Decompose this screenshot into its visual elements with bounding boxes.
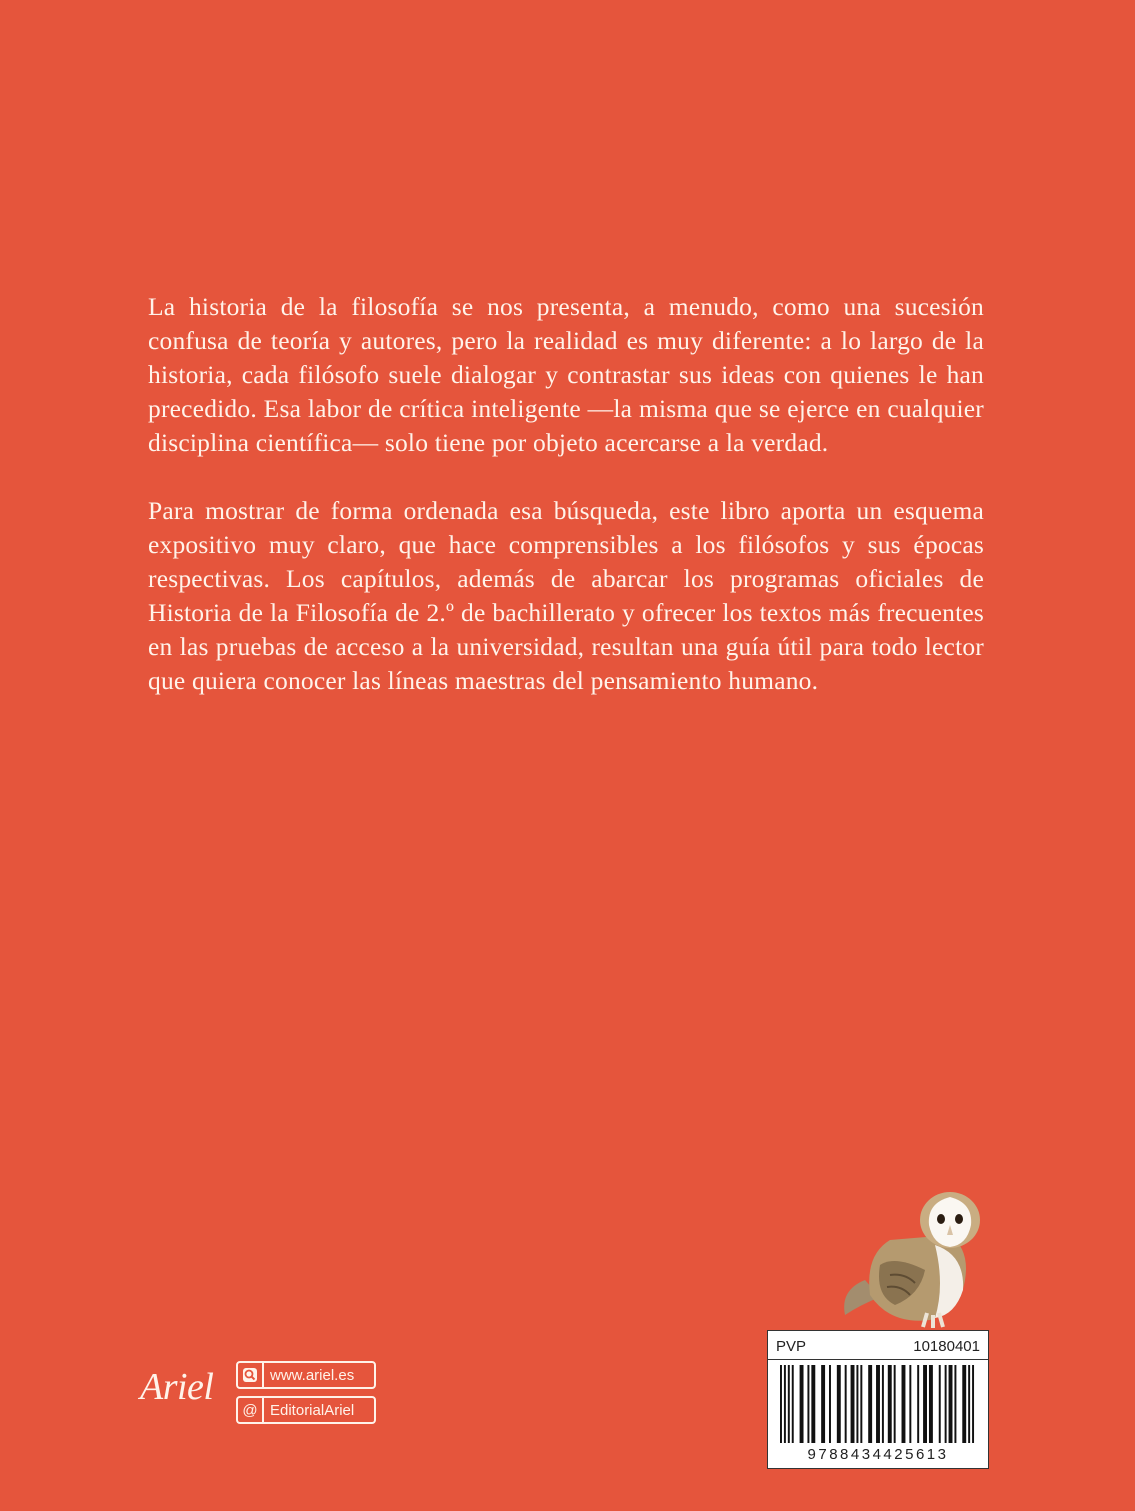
barcode-bar <box>792 1365 794 1443</box>
barcode-bar <box>894 1365 896 1443</box>
barcode-label <box>767 1330 989 1469</box>
barcode-bar <box>962 1365 966 1443</box>
barcode-bar <box>807 1365 809 1443</box>
barcode-bar <box>780 1365 782 1443</box>
barcode <box>778 1365 978 1443</box>
barcode-bar <box>876 1365 880 1443</box>
website-url: www.ariel.es <box>270 1366 355 1384</box>
barcode-bar <box>811 1365 815 1443</box>
barcode-bar <box>949 1365 953 1443</box>
barcode-bar <box>788 1365 790 1443</box>
isbn-number: 9788434425613 <box>807 1446 949 1463</box>
barcode-bar <box>902 1365 906 1443</box>
barcode-bar <box>800 1365 804 1443</box>
social-handle-badge[interactable] <box>236 1396 376 1424</box>
barcode-bar <box>868 1365 872 1443</box>
barcode-bar <box>860 1365 862 1443</box>
barcode-bar <box>888 1365 892 1443</box>
barcode-bar <box>954 1365 956 1443</box>
barcode-bar <box>945 1365 947 1443</box>
website-badge[interactable] <box>236 1361 376 1389</box>
search-icon <box>238 1363 264 1387</box>
barcode-bar <box>972 1365 974 1443</box>
barcode-bar <box>784 1365 786 1443</box>
at-icon: @ <box>238 1398 264 1422</box>
blurb-paragraph-1: La historia de la filosofía se nos presenta, a menudo, como una sucesión confusa de teoría y autores, pero la realidad es muy diferente: a lo largo de la historia, cada filósofo suele dialogar y contrastar sus ideas con quienes le han precedido. Esa labor de crítica inteligente —la misma que se ejerce en cualquier disciplina científica— solo tiene por objeto acercarse a la verdad. <box>148 292 984 457</box>
barcode-bar <box>829 1365 831 1443</box>
barcode-bar <box>968 1365 970 1443</box>
barcode-bar <box>821 1365 825 1443</box>
publisher-logo: Ariel <box>140 1366 214 1408</box>
social-handle: EditorialAriel <box>270 1401 355 1419</box>
pvp-label: PVP <box>776 1338 807 1355</box>
barcode-bar <box>845 1365 847 1443</box>
barcode-bar <box>851 1365 855 1443</box>
barcode-bar <box>909 1365 911 1443</box>
barcode-bar <box>923 1365 927 1443</box>
barcode-bar <box>929 1365 933 1443</box>
blurb-paragraph-2: Para mostrar de forma ordenada esa búsqueda, este libro aporta un esquema expositivo muy claro, que hace comprensibles a los filósofos y sus épocas respectivas. Los capítulos, además de abarcar los programas oficiales de Historia de la Filosofía de 2.º de bachillerato y ofrecer los textos más frecuentes en las pruebas de acceso a la universidad, resultan una guía útil para todo lector que quiera conocer las líneas maestras del pensamiento humano. <box>148 496 984 695</box>
owl-illustration <box>835 1185 985 1330</box>
barcode-bar <box>856 1365 858 1443</box>
product-code: 10180401 <box>913 1338 980 1355</box>
back-cover-blurb <box>148 290 984 732</box>
barcode-bar <box>939 1365 941 1443</box>
barcode-bar <box>837 1365 841 1443</box>
barcode-bar <box>917 1365 919 1443</box>
barcode-bar <box>882 1365 884 1443</box>
barcode-divider <box>768 1359 988 1360</box>
